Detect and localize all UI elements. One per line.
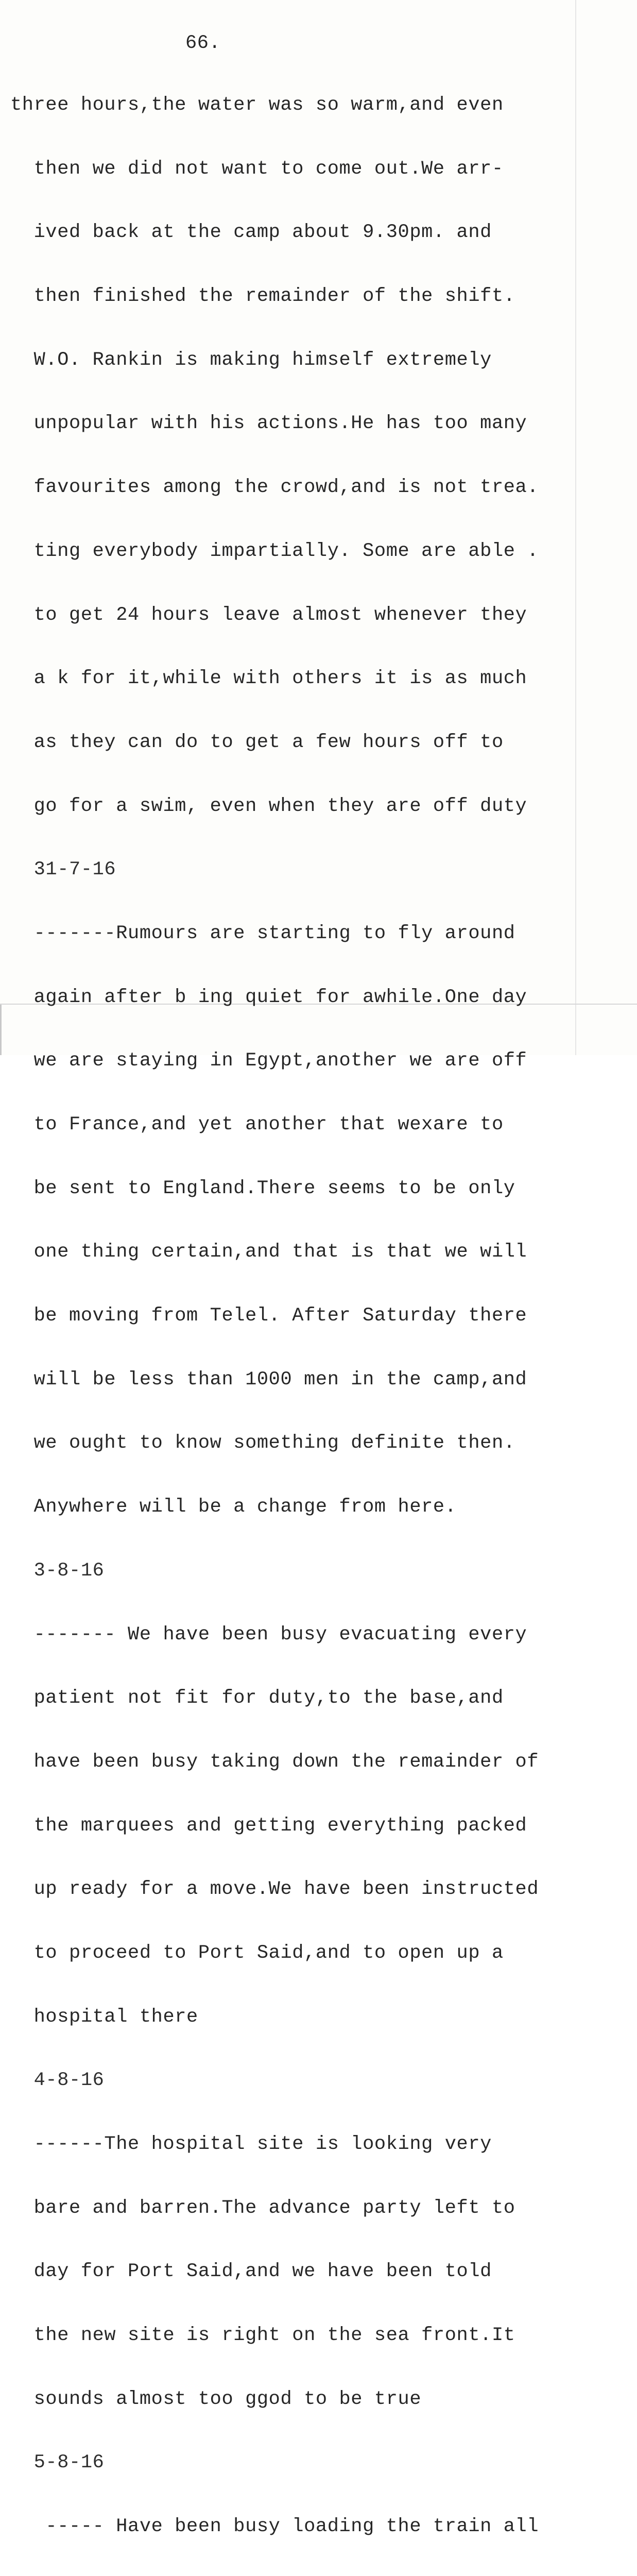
text-line: ived back at the camp about 9.30pm. and (10, 222, 492, 244)
text-line: then we did not want to come out.We arr- (10, 158, 504, 180)
text-line: then finished the remainder of the shift. (10, 285, 515, 308)
entry-date: 3-8-16 (10, 1560, 105, 1582)
text-line: will be less than 1000 men in the camp,and (10, 1368, 527, 1391)
text-line: day for Port Said,and we have been told (10, 2261, 492, 2283)
page-number: 66. (185, 32, 221, 54)
text-line: we are staying in Egypt,another we are off (10, 1050, 527, 1072)
text-line: be sent to England.There seems to be only (10, 1177, 515, 1199)
text-line: to proceed to Port Said,and to open up a (10, 1942, 504, 1964)
text-line: sounds almost too ggod to be true (10, 2388, 422, 2410)
text-line: ting everybody impartially. Some are able . (10, 540, 539, 562)
text-line: a k for it,while with others it is as much (10, 668, 527, 690)
entry-date: 5-8-16 (10, 2452, 105, 2474)
text-line: ------- We have been busy evacuating every (10, 1623, 527, 1646)
text-line: the marquees and getting everything packed (10, 1815, 527, 1837)
text-line: patient not fit for duty,to the base,and (10, 1687, 504, 1709)
text-line: one thing certain,and that is that we will (10, 1241, 527, 1263)
text-line: have been busy taking down the remainder of (10, 1751, 539, 1773)
page-right-edge (575, 0, 576, 1055)
entry-date: 31-7-16 (10, 859, 116, 881)
text-line: as they can do to get a few hours off to (10, 731, 504, 753)
text-line: be moving from Telel. After Saturday there (10, 1305, 527, 1327)
page-left-edge (0, 1005, 2, 1055)
text-line: three hours,the water was so warm,and even (10, 94, 504, 116)
text-line: to get 24 hours leave almost whenever they (10, 604, 527, 626)
text-line: up ready for a move.We have been instructed (10, 1878, 539, 1901)
text-line: Anywhere will be a change from here. (10, 1496, 457, 1518)
text-line: unpopular with his actions.He has too many (10, 413, 527, 435)
text-line: go for a swim, even when they are off duty (10, 795, 527, 817)
text-line: hospital there (10, 2006, 198, 2028)
text-line: the new site is right on the sea front.It (10, 2325, 515, 2347)
diary-text-block (10, 53, 550, 2576)
text-line: ------The hospital site is looking very (10, 2133, 492, 2155)
text-line: ----- Have been busy loading the train all (10, 2516, 539, 2538)
text-line: favourites among the crowd,and is not trea. (10, 477, 539, 499)
text-line: we ought to know something definite then. (10, 1432, 515, 1454)
entry-date: 4-8-16 (10, 2070, 105, 2092)
text-line: to France,and yet another that wexare to (10, 1114, 504, 1136)
text-line: W.O. Rankin is making himself extremely (10, 349, 492, 371)
text-line: bare and barren.The advance party left to (10, 2197, 515, 2219)
text-line: again after b ing quiet for awhile.One day (10, 986, 527, 1008)
text-line: -------Rumours are starting to fly around (10, 922, 515, 944)
